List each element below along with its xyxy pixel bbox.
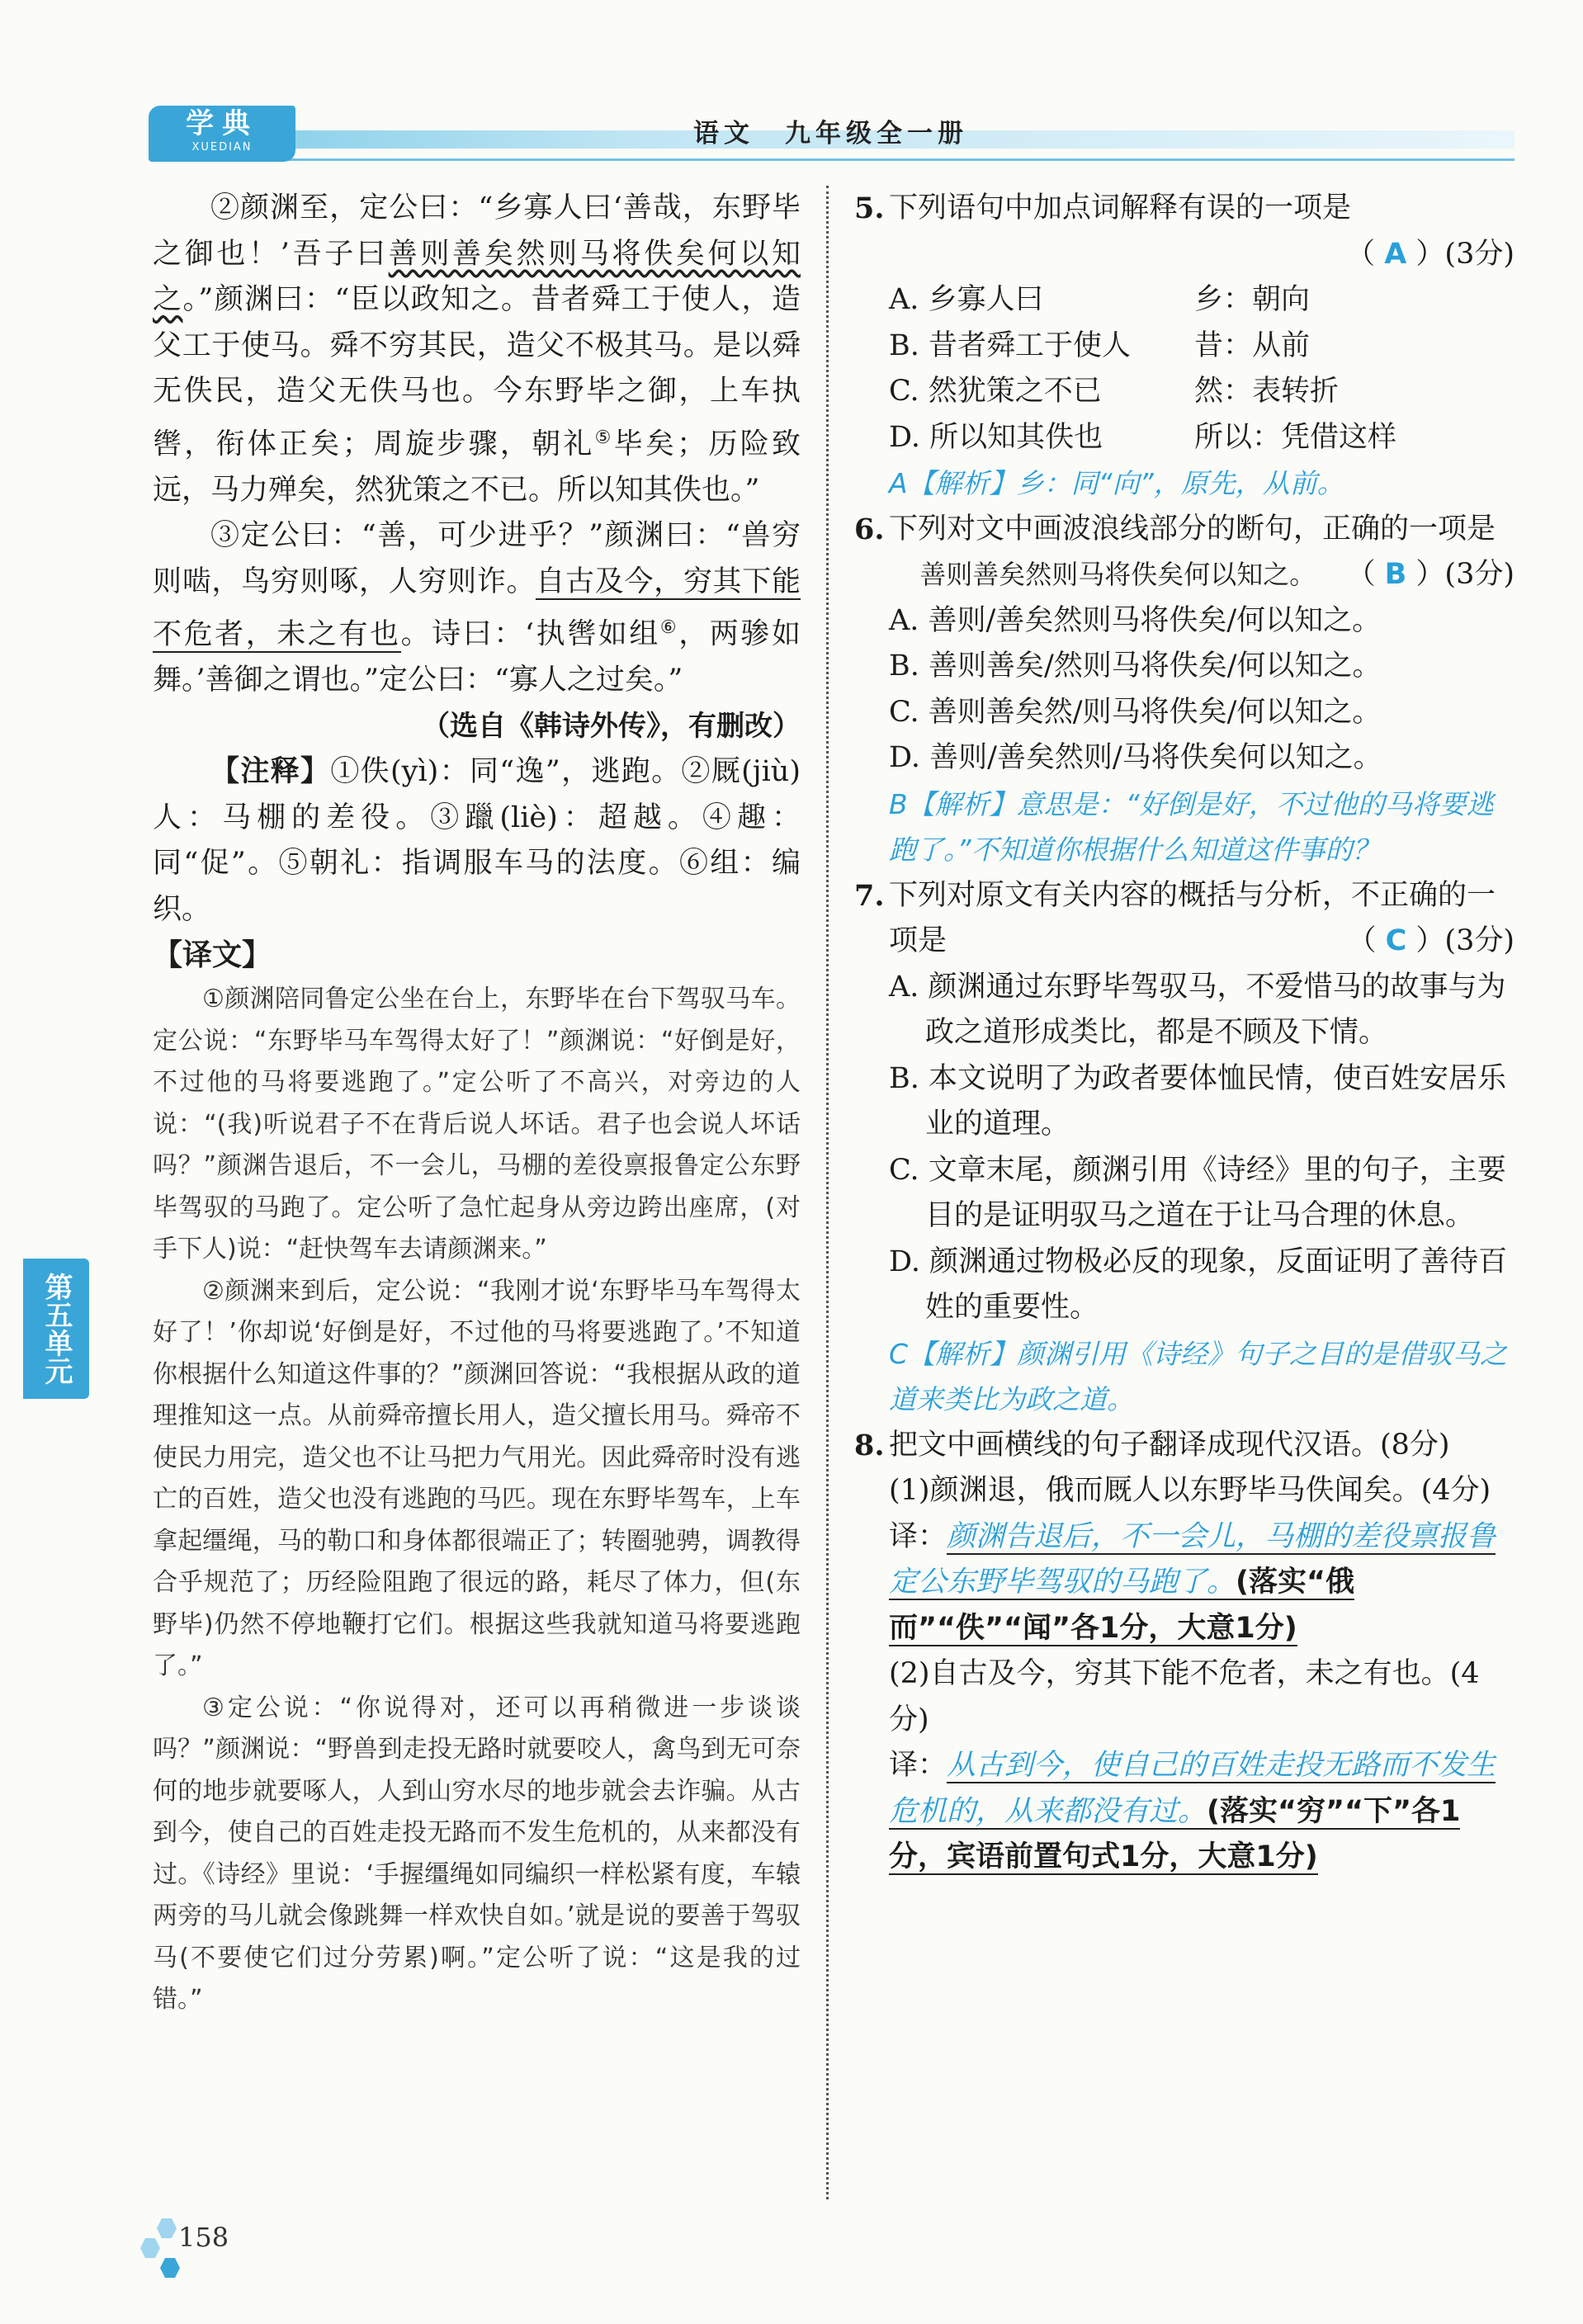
question-8: [854, 1423, 1514, 1881]
logo-subtext: XUEDIAN: [191, 141, 253, 154]
question-number: 7.: [854, 878, 885, 913]
answer-line: （ A ）(3分): [1346, 237, 1514, 271]
quoted-sentence: 善则善矣然则马将佚矣何以知之。: [919, 559, 1316, 590]
translation-paragraph-1: ①颜渊陪同鲁定公坐在台上，东野毕在台下驾驭马车。定公说：“东野毕马车驾得太好了！”颜渊说：“好倒是好，不过他的马将要逃跑了。”定公听了不高兴，对旁边的人说：“(我)听说君子不在背后说人坏话。君子也会说人坏话吗？”颜渊告退后，不一会儿，马棚的差役禀报鲁定公东野毕驾驭的马跑了。定公听了急忙起身从旁边跨出座席，(对手下人)说：“赶快驾车去请颜渊来。”: [153, 985, 801, 1264]
logo-text: 学典: [186, 107, 258, 140]
explanation: C【解析】颜渊引用《诗经》句子之目的是借驭马之道来类比为政之道。: [889, 1337, 1508, 1415]
underlined-sentence: 自古及今，穷其下能不危者，未之有也: [153, 564, 801, 651]
option-b: B. 昔者舜工于使人 昔：从前: [889, 328, 1311, 362]
option-c: C. 文章末尾，颜渊引用《诗经》里的句子，主要目的是证明驭马之道在于让马合理的休息。: [889, 1153, 1506, 1232]
xuedian-logo: [149, 106, 295, 162]
option-b: B. 本文说明了为政者要体恤民情，使百姓安居乐业的道理。: [889, 1061, 1506, 1141]
question-6: [854, 507, 1514, 873]
header-rule: [153, 158, 1514, 161]
question-5: [854, 186, 1514, 507]
option-d: D. 颜渊通过物极必反的现象，反面证明了善待百姓的重要性。: [889, 1245, 1508, 1324]
question-stem: 把文中画横线的句子翻译成现代汉语。(8分): [889, 1428, 1450, 1462]
column-divider: [826, 186, 829, 2199]
hexagon-decoration: [160, 2258, 180, 2278]
answer: C: [1385, 924, 1407, 957]
hexagon-decoration: [157, 2218, 177, 2238]
wavy-underlined-sentence: 善则善矣然则马将佚矣何以知之: [153, 237, 801, 316]
question-stem: 下列对文中画波浪线部分的断句，正确的一项是 （ B ）(3分): [889, 512, 1514, 591]
answer: A: [1384, 237, 1407, 271]
question-stem: 下列对原文有关内容的概括与分析，不正确的一项是 （ C ）(3分): [889, 878, 1514, 957]
passage-paragraph-2: ②颜渊至，定公曰：“乡寡人曰‘善哉，东野毕之御也！’吾子曰善则善矣然则马将佚矣何以知之。”颜渊曰：“臣以政知之。昔者舜工于使人，造父工于使马。舜不穷其民，造父不极其马。是以舜无佚民，造父无佚马也。今东野毕之御，上车执辔，衔体正矣；周旋步骤，朝礼⑤毕矣；历险致远，马力殚矣，然犹策之不已。所以知其佚也。”: [153, 191, 801, 507]
option-b: B. 善则善矣/然则马将佚矣/何以知之。: [889, 649, 1382, 683]
page-number: 158: [178, 2222, 229, 2253]
sentence-2-answer: 译：从古到今，使自己的百姓走投无路而不发生危机的，从来都没有过。(落实“穷”“下”各1分，宾语前置句式1分，大意1分): [889, 1749, 1496, 1873]
annotations: 【注释】①佚(yì)：同“逸”，逃跑。②厩(jiù)人：马棚的差役。③躐(liè)：超越。④趣：同“促”。⑤朝礼：指调服车马的法度。⑥组：编织。: [153, 755, 801, 926]
translation-heading: 【译文】: [153, 938, 272, 973]
question-number: 5.: [854, 191, 885, 225]
option-a: A. 乡寡人曰 乡：朝向: [889, 283, 1311, 316]
explanation: B【解析】意思是：“好倒是好，不过他的马将要逃跑了。”不知道你根据什么知道这件事的？: [889, 787, 1494, 866]
option-c: C. 然犹策之不已 然：表转折: [889, 375, 1340, 408]
question-number: 8.: [854, 1428, 885, 1462]
option-a: A. 颜渊通过东野毕驾驭马，不爱惜马的故事与为政之道形成类比，都是不顾及下情。: [889, 970, 1506, 1049]
passage-source: （选自《韩诗外传》，有删改）: [422, 709, 801, 743]
unit-tab: 第五单元: [23, 1259, 89, 1399]
sentence-2: (2)自古及今，穷其下能不危者，未之有也。(4分): [889, 1657, 1480, 1736]
translation-paragraph-2: ②颜渊来到后，定公说：“我刚才说‘东野毕马车驾得太好了！’你却说‘好倒是好，不过他的马将要逃跑了。’不知道你根据什么知道这件事的？”颜渊回答说：“我根据从政的道理推知这一点。从前舜帝擅长用人，造父擅长用马。舜帝不使民力用完，造父也不让马把力气用光。因此舜帝时没有逃亡的百姓，造父也没有逃跑的马匹。现在东野毕驾车，上车拿起缰绳，马的勒口和身体都很端正了；转圈驰骋，调教得合乎规范了；历经险阻跑了很远的路，耗尽了体力，但(东野毕)仍然不停地鞭打它们。根据这些我就知道马将要逃跑了。”: [153, 1276, 801, 1681]
explanation: A【解析】乡：同“向”，原先，从前。: [889, 467, 1344, 499]
book-title: 语文 九年级全一册: [693, 119, 968, 149]
sentence-1: (1)颜渊退，俄而厩人以东野毕马佚闻矣。(4分): [889, 1474, 1491, 1507]
right-column: [854, 186, 1514, 1881]
question-7: [854, 873, 1514, 1423]
hexagon-decoration: [140, 2238, 160, 2258]
answer: B: [1384, 558, 1407, 591]
option-a: A. 善则/善矣然则马将佚矣/何以知之。: [889, 603, 1382, 637]
left-column: [153, 186, 801, 2021]
passage-paragraph-3: ③定公曰：“善，可少进乎？”颜渊曰：“兽穷则啮，鸟穷则啄，人穷则诈。自古及今，穷其下能不危者，未之有也。诗曰：‘执辔如组⑥，两骖如舞。’善御之谓也。”定公曰：“寡人之过矣。”: [153, 519, 801, 697]
option-c: C. 善则善矣然/则马将佚矣/何以知之。: [889, 695, 1382, 729]
translation-paragraph-3: ③定公说：“你说得对，还可以再稍微进一步谈谈吗？”颜渊说：“野兽到走投无路时就要咬人，禽鸟到无可奈何的地步就要啄人，人到山穷水尽的地步就会去诈骗。从古到今，使自己的百姓走投无路而不发生危机的，从来都没有过。《诗经》里说：‘手握缰绳如同编织一样松紧有度，车辕两旁的马儿就会像跳舞一样欢快自如。’就是说的要善于驾驭马(不要使它们过分劳累)啊。”定公听了说：“这是我的过错。”: [153, 1693, 801, 2015]
option-d: D. 善则/善矣然则/马将佚矣何以知之。: [889, 741, 1382, 774]
sentence-1-answer: 译：颜渊告退后，不一会儿，马棚的差役禀报鲁定公东野毕驾驭的马跑了。(落实“俄而”“佚”“闻”各1分，大意1分): [889, 1519, 1496, 1645]
option-d: D. 所以知其佚也 所以：凭借这样: [889, 420, 1397, 454]
question-stem: 下列语句中加点词解释有误的一项是: [889, 191, 1352, 224]
page-header: [0, 91, 1583, 165]
question-number: 6.: [854, 512, 885, 546]
annotations-label: 【注释】: [210, 755, 331, 789]
